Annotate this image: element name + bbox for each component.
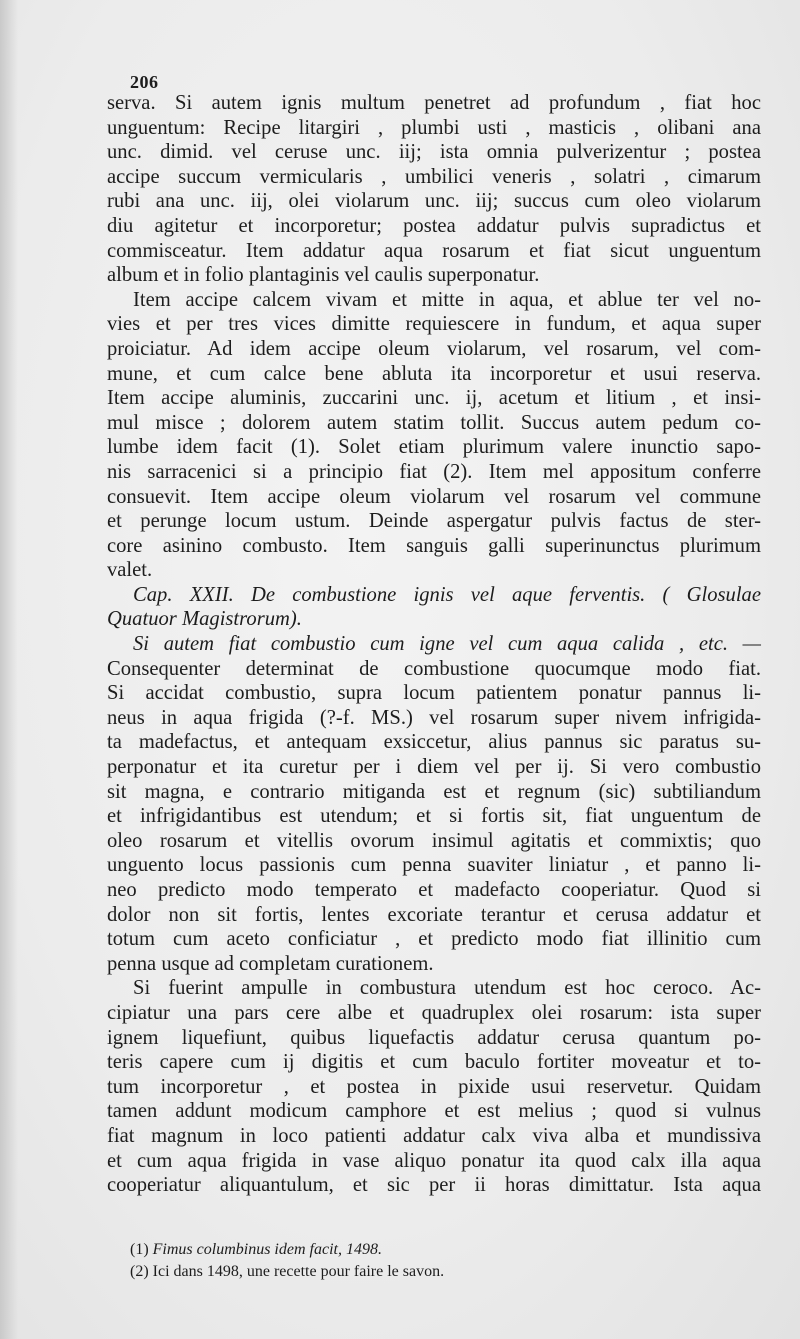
page-number: 206	[130, 72, 159, 92]
text-line: core asinino combusto. Item sanguis galli superinunctus plurimum	[107, 534, 761, 557]
text-line: tum incorporetur , et postea in pixide usui reservetur. Quidam	[107, 1075, 761, 1098]
chapter-heading: Quatuor Magistrorum).	[107, 608, 302, 631]
text-line: unguento locus passionis cum penna suaviter liniatur , et panno li-	[107, 854, 761, 877]
footnote-text: Ici dans 1498, une recette pour faire le savon.	[152, 1263, 445, 1280]
text-line: totum cum aceto conficiatur , et predicto modo fiat illinitio cum	[107, 928, 761, 951]
text-line: vies et per tres vices dimitte requiescere in fundum, et aqua super	[107, 313, 761, 336]
text-line: mune, et cum calce bene abluta ita incorporetur et usui reserva.	[107, 362, 761, 385]
text-line: Item accipe calcem vivam et mitte in aqua, et ablue ter vel no-	[133, 288, 761, 311]
text-line: sit magna, e contrario mitiganda est et regnum (sic) subtiliandum	[107, 780, 761, 803]
text-line: neus in aqua frigida (?-f. MS.) vel rosarum super nivem infrigida-	[107, 706, 761, 729]
text-line: cipiatur una pars cere albe et quadruplex olei rosarum: ista super	[107, 1001, 761, 1024]
text-line: nis sarracenici si a principio fiat (2). Item mel appositum conferre	[107, 460, 761, 483]
footnote-1	[130, 1239, 690, 1261]
text-line: Si accidat combustio, supra locum patientem ponatur pannus li-	[107, 682, 761, 705]
text-line: perponatur et ita curetur per i diem vel per ij. Si vero combustio	[107, 756, 761, 779]
body-text	[107, 91, 761, 1198]
footnote-text: Fimus columbinus idem facit, 1498.	[152, 1241, 382, 1258]
footnote-marker: (1)	[130, 1241, 149, 1258]
text-line: neo predicto modo temperato et madefacto cooperiatur. Quod si	[107, 879, 761, 901]
text-line: rubi ana unc. iij, olei violarum unc. iij; succus cum oleo violarum	[107, 190, 761, 213]
text-line: et infrigidantibus est utendum; et si fortis sit, fiat unguentum de	[107, 805, 761, 828]
lemma-line: Si autem fiat combustio cum igne vel cum aqua calida , etc. —	[133, 633, 761, 656]
text-line: diu agitetur et incorporetur; postea addatur pulvis supradictus et	[107, 214, 761, 237]
text-line: Si fuerint ampulle in combustura utendum est hoc ceroco. Ac-	[133, 977, 761, 1000]
text-line: dolor non sit fortis, lentes excoriate terantur et cerusa addatur et	[107, 903, 761, 926]
text-line: teris capere cum ij digitis et cum baculo fortiter moveatur et to-	[107, 1051, 761, 1074]
text-line: Item accipe aluminis, zuccarini unc. ij, acetum et litium , et insi-	[107, 387, 761, 410]
text-line: mul misce ; dolorem autem statim tollit. Succus autem pedum co-	[107, 411, 761, 434]
footnotes	[130, 1239, 690, 1283]
text-line: penna usque ad completam curationem.	[107, 952, 434, 975]
footnote-marker: (2)	[130, 1263, 149, 1280]
text-line: fiat magnum in loco patienti addatur calx viva alba et mundissiva	[107, 1124, 761, 1147]
text-line: valet.	[107, 559, 153, 582]
text-line: et cum aqua frigida in vase aliquo ponatur ita quod calx illa aqua	[107, 1149, 761, 1172]
text-line: album et in folio plantaginis vel caulis superponatur.	[107, 264, 540, 287]
page-gutter-shadow	[0, 0, 18, 1339]
text-line: serva. Si autem ignis multum penetret ad profundum , fiat hoc	[107, 92, 761, 114]
text-line: lumbe idem facit (1). Solet etiam plurimum valere inunctio sapo-	[107, 436, 761, 459]
text-line: et perunge locum ustum. Deinde aspergatur pulvis factus de ster-	[107, 510, 761, 533]
text-line: ta madefactus, et antequam exsiccetur, alius pannus sic paratus su-	[107, 731, 761, 754]
text-line: unc. dimid. vel ceruse unc. iij; ista omnia pulverizentur ; postea	[107, 141, 761, 164]
footnote-2	[130, 1261, 690, 1283]
text-line: cooperiatur aliquantulum, et sic per ii horas dimittatur. Ista aqua	[107, 1174, 761, 1197]
text-line: ignem liquefiunt, quibus liquefactis addatur cerusa quantum po-	[107, 1026, 761, 1049]
text-line: unguentum: Recipe litargiri , plumbi usti , masticis , olibani ana	[107, 116, 761, 139]
chapter-heading: Cap. XXII. De combustione ignis vel aque ferventis. ( Glosulae	[133, 583, 761, 606]
text-line: oleo rosarum et vitellis ovorum insimul agitatis et commixtis; quo	[107, 829, 761, 852]
text-line: consuevit. Item accipe oleum violarum vel rosarum vel commune	[107, 485, 761, 508]
text-line: tamen addunt modicum camphore et est melius ; quod si vulnus	[107, 1100, 761, 1123]
text-line: proiciatur. Ad idem accipe oleum violarum, vel rosarum, vel com-	[107, 337, 761, 360]
text-line: accipe succum vermicularis , umbilici veneris , solatri , cimarum	[107, 165, 761, 188]
text-line: commisceatur. Item addatur aqua rosarum et fiat sicut unguentum	[107, 239, 761, 262]
text-line: Consequenter determinat de combustione quocumque modo fiat.	[107, 657, 761, 680]
